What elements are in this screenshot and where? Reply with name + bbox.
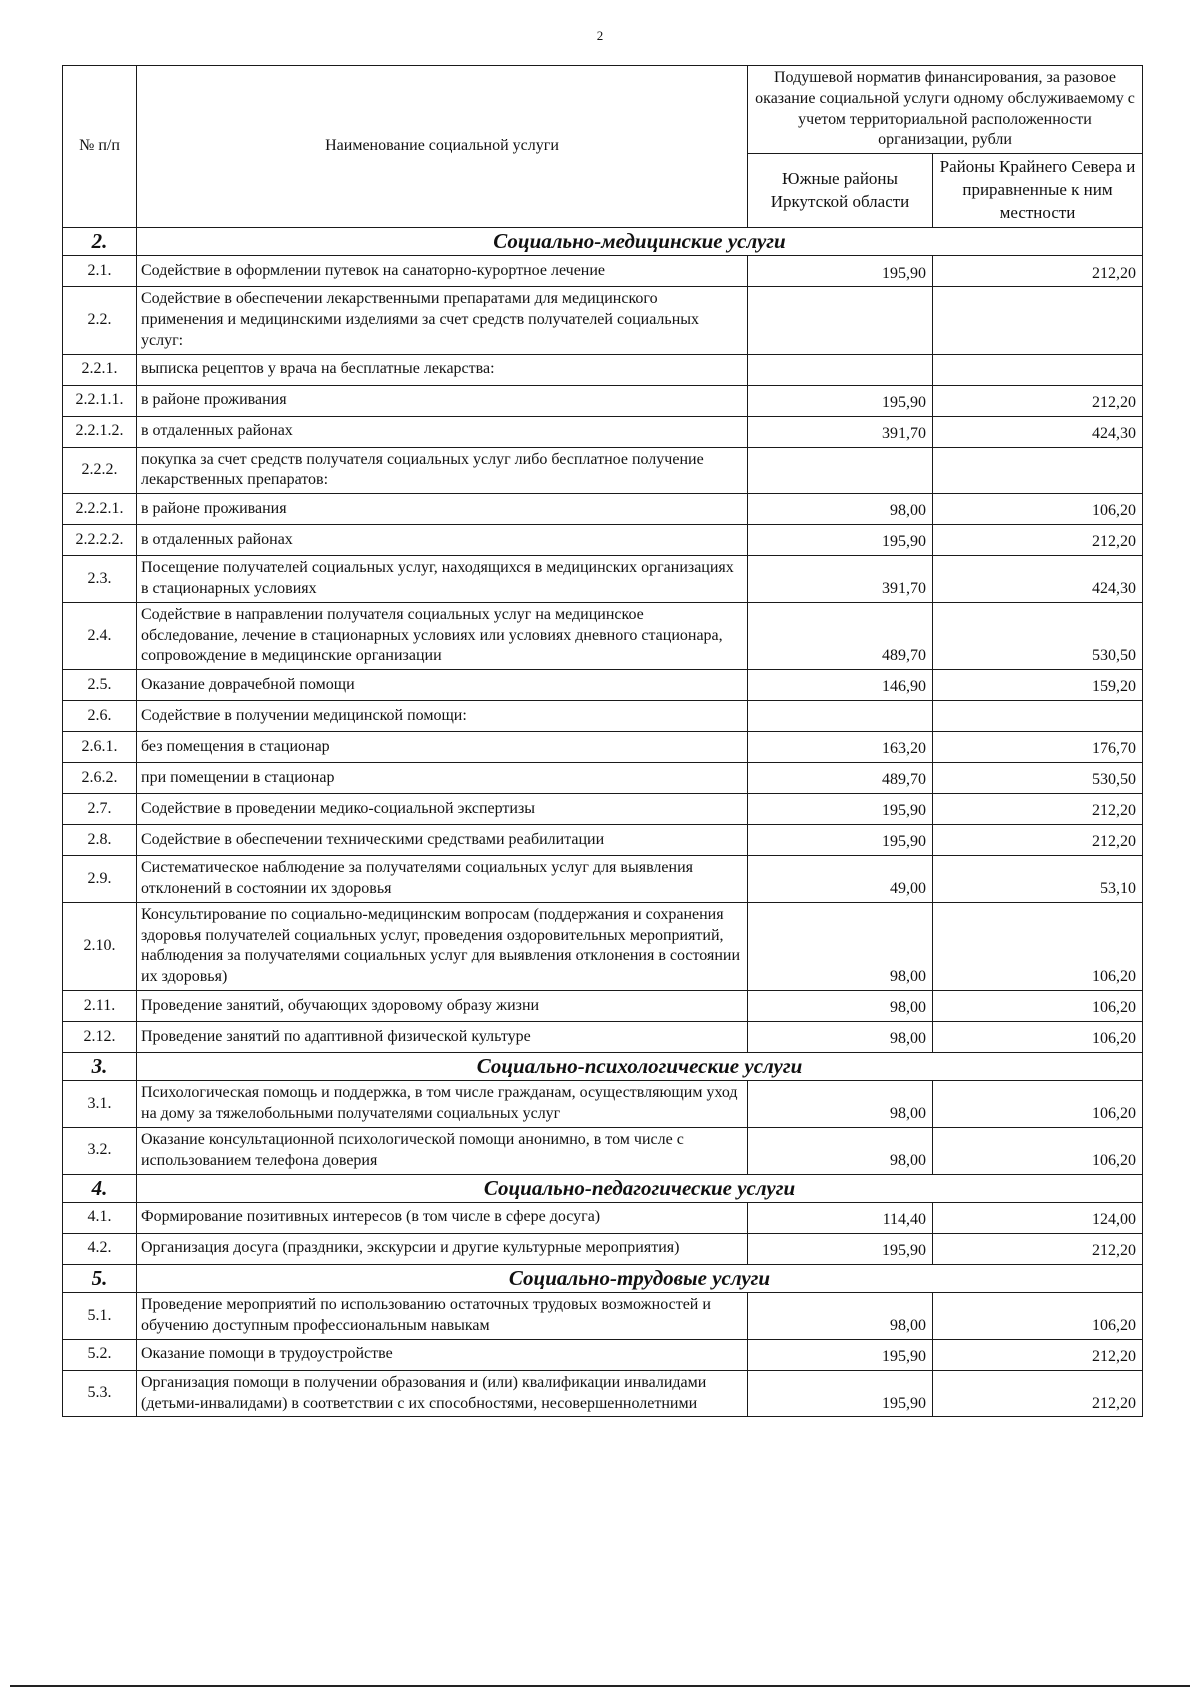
service-number: 2.5. bbox=[63, 670, 137, 701]
price-north: 530,50 bbox=[933, 763, 1143, 794]
price-south: 195,90 bbox=[748, 1370, 933, 1417]
price-south: 195,90 bbox=[748, 525, 933, 556]
price-north: 212,20 bbox=[933, 1339, 1143, 1370]
price-north: 212,20 bbox=[933, 794, 1143, 825]
table-row bbox=[63, 1202, 1143, 1233]
table-row bbox=[63, 991, 1143, 1022]
price-south: 98,00 bbox=[748, 902, 933, 990]
section-number: 3. bbox=[63, 1053, 137, 1081]
section-number: 4. bbox=[63, 1174, 137, 1202]
service-number: 2.7. bbox=[63, 794, 137, 825]
tariff-table bbox=[62, 65, 1143, 1417]
price-north: 106,20 bbox=[933, 494, 1143, 525]
table-body bbox=[63, 228, 1143, 1417]
price-north: 212,20 bbox=[933, 256, 1143, 287]
service-name: Организация досуга (праздники, экскурсии и другие культурные мероприятия) bbox=[137, 1233, 748, 1264]
table-row bbox=[63, 732, 1143, 763]
service-name: Консультирование по социально-медицинским вопросам (поддержания и сохранения здоровья получателей социальных услуг, проведения оздоровительных мероприятий, наблюдения за получателями социальных услуг для выявления отклонения в состоянии их здоровья) bbox=[137, 902, 748, 990]
section-number: 5. bbox=[63, 1264, 137, 1292]
price-north: 530,50 bbox=[933, 602, 1143, 669]
table-row bbox=[63, 1370, 1143, 1417]
table-row bbox=[63, 447, 1143, 494]
price-south: 195,90 bbox=[748, 794, 933, 825]
table-row bbox=[63, 1022, 1143, 1053]
section-title: Социально-трудовые услуги bbox=[137, 1264, 1143, 1292]
price-south: 195,90 bbox=[748, 1339, 933, 1370]
section-title: Социально-психологические услуги bbox=[137, 1053, 1143, 1081]
price-north: 212,20 bbox=[933, 1370, 1143, 1417]
price-south: 98,00 bbox=[748, 1022, 933, 1053]
price-south: 195,90 bbox=[748, 825, 933, 856]
service-name: при помещении в стационар bbox=[137, 763, 748, 794]
price-south: 391,70 bbox=[748, 416, 933, 447]
table-row bbox=[63, 256, 1143, 287]
service-name: в отдаленных районах bbox=[137, 416, 748, 447]
price-north: 176,70 bbox=[933, 732, 1143, 763]
price-north: 424,30 bbox=[933, 416, 1143, 447]
price-south: 195,90 bbox=[748, 385, 933, 416]
table-row bbox=[63, 1127, 1143, 1174]
service-name: выписка рецептов у врача на бесплатные лекарства: bbox=[137, 354, 748, 385]
service-number: 2.12. bbox=[63, 1022, 137, 1053]
table-row bbox=[63, 354, 1143, 385]
table-row bbox=[63, 670, 1143, 701]
service-name: Содействие в проведении медико-социальной экспертизы bbox=[137, 794, 748, 825]
service-number: 4.2. bbox=[63, 1233, 137, 1264]
price-north: 124,00 bbox=[933, 1202, 1143, 1233]
service-number: 2.6. bbox=[63, 701, 137, 732]
service-number: 5.2. bbox=[63, 1339, 137, 1370]
service-name: Посещение получателей социальных услуг, находящихся в медицинских организациях в стационарных условиях bbox=[137, 556, 748, 603]
price-south: 98,00 bbox=[748, 494, 933, 525]
service-number: 2.8. bbox=[63, 825, 137, 856]
price-north: 212,20 bbox=[933, 825, 1143, 856]
table-row bbox=[63, 1233, 1143, 1264]
price-north: 106,20 bbox=[933, 1081, 1143, 1128]
price-south: 489,70 bbox=[748, 602, 933, 669]
service-number: 4.1. bbox=[63, 1202, 137, 1233]
price-north: 424,30 bbox=[933, 556, 1143, 603]
table-row bbox=[63, 556, 1143, 603]
price-south: 391,70 bbox=[748, 556, 933, 603]
table-row bbox=[63, 1081, 1143, 1128]
price-south: 49,00 bbox=[748, 856, 933, 903]
price-south: 98,00 bbox=[748, 1127, 933, 1174]
bottom-rule bbox=[10, 1685, 1190, 1687]
price-north bbox=[933, 354, 1143, 385]
service-name: в районе проживания bbox=[137, 385, 748, 416]
table-row bbox=[63, 494, 1143, 525]
section-number: 2. bbox=[63, 228, 137, 256]
header-south-regions: Южные районы Иркутской области bbox=[748, 154, 933, 228]
table-row bbox=[63, 763, 1143, 794]
service-name: в районе проживания bbox=[137, 494, 748, 525]
service-number: 5.3. bbox=[63, 1370, 137, 1417]
price-north: 159,20 bbox=[933, 670, 1143, 701]
section-row bbox=[63, 1053, 1143, 1081]
price-north: 212,20 bbox=[933, 1233, 1143, 1264]
price-north: 212,20 bbox=[933, 525, 1143, 556]
service-number: 2.2.2. bbox=[63, 447, 137, 494]
table-row bbox=[63, 825, 1143, 856]
section-row bbox=[63, 1174, 1143, 1202]
service-number: 3.2. bbox=[63, 1127, 137, 1174]
table-row bbox=[63, 602, 1143, 669]
service-number: 2.2. bbox=[63, 287, 137, 354]
price-south: 489,70 bbox=[748, 763, 933, 794]
service-number: 2.4. bbox=[63, 602, 137, 669]
service-name: Проведение занятий, обучающих здоровому образу жизни bbox=[137, 991, 748, 1022]
service-name: Психологическая помощь и поддержка, в том числе гражданам, осуществляющим уход на дому за тяжелобольными получателями социальных услуг bbox=[137, 1081, 748, 1128]
price-south: 195,90 bbox=[748, 1233, 933, 1264]
service-name: Оказание консультационной психологической помощи анонимно, в том числе с использованием телефона доверия bbox=[137, 1127, 748, 1174]
service-name: Организация помощи в получении образования и (или) квалификации инвалидами (детьми-инвалидами) в соответствии с их способностями, несовершеннолетними bbox=[137, 1370, 748, 1417]
service-number: 2.3. bbox=[63, 556, 137, 603]
price-south: 195,90 bbox=[748, 256, 933, 287]
service-name: Проведение мероприятий по использованию остаточных трудовых возможностей и обучению доступным профессиональным навыкам bbox=[137, 1293, 748, 1340]
price-south: 98,00 bbox=[748, 1081, 933, 1128]
price-north: 106,20 bbox=[933, 991, 1143, 1022]
service-number: 2.10. bbox=[63, 902, 137, 990]
price-south bbox=[748, 287, 933, 354]
table-row bbox=[63, 385, 1143, 416]
price-south: 98,00 bbox=[748, 1293, 933, 1340]
price-south: 98,00 bbox=[748, 991, 933, 1022]
section-title: Социально-педагогические услуги bbox=[137, 1174, 1143, 1202]
price-north: 106,20 bbox=[933, 1127, 1143, 1174]
table-row bbox=[63, 856, 1143, 903]
price-south: 163,20 bbox=[748, 732, 933, 763]
service-name: Содействие в оформлении путевок на санаторно-курортное лечение bbox=[137, 256, 748, 287]
service-number: 2.9. bbox=[63, 856, 137, 903]
service-number: 3.1. bbox=[63, 1081, 137, 1128]
service-name: Содействие в направлении получателя социальных услуг на медицинское обследование, лечение в стационарных условиях или условиях дневного стационара, сопровождение в медицинские организации bbox=[137, 602, 748, 669]
service-number: 2.2.1. bbox=[63, 354, 137, 385]
service-name: Систематическое наблюдение за получателями социальных услуг для выявления отклонений в состоянии их здоровья bbox=[137, 856, 748, 903]
service-name: Оказание доврачебной помощи bbox=[137, 670, 748, 701]
service-number: 2.6.1. bbox=[63, 732, 137, 763]
section-row bbox=[63, 228, 1143, 256]
price-north: 212,20 bbox=[933, 385, 1143, 416]
header-number: № п/п bbox=[63, 66, 137, 228]
table-row bbox=[63, 794, 1143, 825]
price-south: 114,40 bbox=[748, 1202, 933, 1233]
service-number: 2.6.2. bbox=[63, 763, 137, 794]
price-south: 146,90 bbox=[748, 670, 933, 701]
price-south bbox=[748, 701, 933, 732]
table-row bbox=[63, 287, 1143, 354]
table-row bbox=[63, 902, 1143, 990]
service-number: 2.11. bbox=[63, 991, 137, 1022]
service-number: 2.2.1.2. bbox=[63, 416, 137, 447]
table-row bbox=[63, 1293, 1143, 1340]
service-number: 5.1. bbox=[63, 1293, 137, 1340]
price-north bbox=[933, 701, 1143, 732]
service-name: в отдаленных районах bbox=[137, 525, 748, 556]
service-name: Оказание помощи в трудоустройстве bbox=[137, 1339, 748, 1370]
header-service-name: Наименование социальной услуги bbox=[137, 66, 748, 228]
price-north: 106,20 bbox=[933, 902, 1143, 990]
service-name: покупка за счет средств получателя социальных услуг либо бесплатное получение лекарственных препаратов: bbox=[137, 447, 748, 494]
table-header bbox=[63, 66, 1143, 228]
service-name: Содействие в обеспечении лекарственными препаратами для медицинского применения и медицинскими изделиями за счет средств получателей социальных услуг: bbox=[137, 287, 748, 354]
price-north: 106,20 bbox=[933, 1293, 1143, 1340]
price-south bbox=[748, 354, 933, 385]
price-north bbox=[933, 287, 1143, 354]
price-north: 106,20 bbox=[933, 1022, 1143, 1053]
section-row bbox=[63, 1264, 1143, 1292]
table-row bbox=[63, 701, 1143, 732]
service-name: без помещения в стационар bbox=[137, 732, 748, 763]
section-title: Социально-медицинские услуги bbox=[137, 228, 1143, 256]
price-south bbox=[748, 447, 933, 494]
page-number: 2 bbox=[596, 28, 604, 43]
header-far-north-regions: Районы Крайнего Севера и приравненные к ним местности bbox=[933, 154, 1143, 228]
service-name: Содействие в получении медицинской помощи: bbox=[137, 701, 748, 732]
table-row bbox=[63, 1339, 1143, 1370]
service-name: Формирование позитивных интересов (в том числе в сфере досуга) bbox=[137, 1202, 748, 1233]
service-number: 2.2.2.1. bbox=[63, 494, 137, 525]
table-row bbox=[63, 525, 1143, 556]
service-number: 2.2.1.1. bbox=[63, 385, 137, 416]
table-row bbox=[63, 416, 1143, 447]
service-number: 2.1. bbox=[63, 256, 137, 287]
service-name: Содействие в обеспечении техническими средствами реабилитации bbox=[137, 825, 748, 856]
price-north: 53,10 bbox=[933, 856, 1143, 903]
header-financing-norm: Подушевой норматив финансирования, за разовое оказание социальной услуги одному обслуживаемому с учетом территориальной расположенности организации, рубли bbox=[748, 66, 1143, 154]
service-name: Проведение занятий по адаптивной физической культуре bbox=[137, 1022, 748, 1053]
price-north bbox=[933, 447, 1143, 494]
service-number: 2.2.2.2. bbox=[63, 525, 137, 556]
